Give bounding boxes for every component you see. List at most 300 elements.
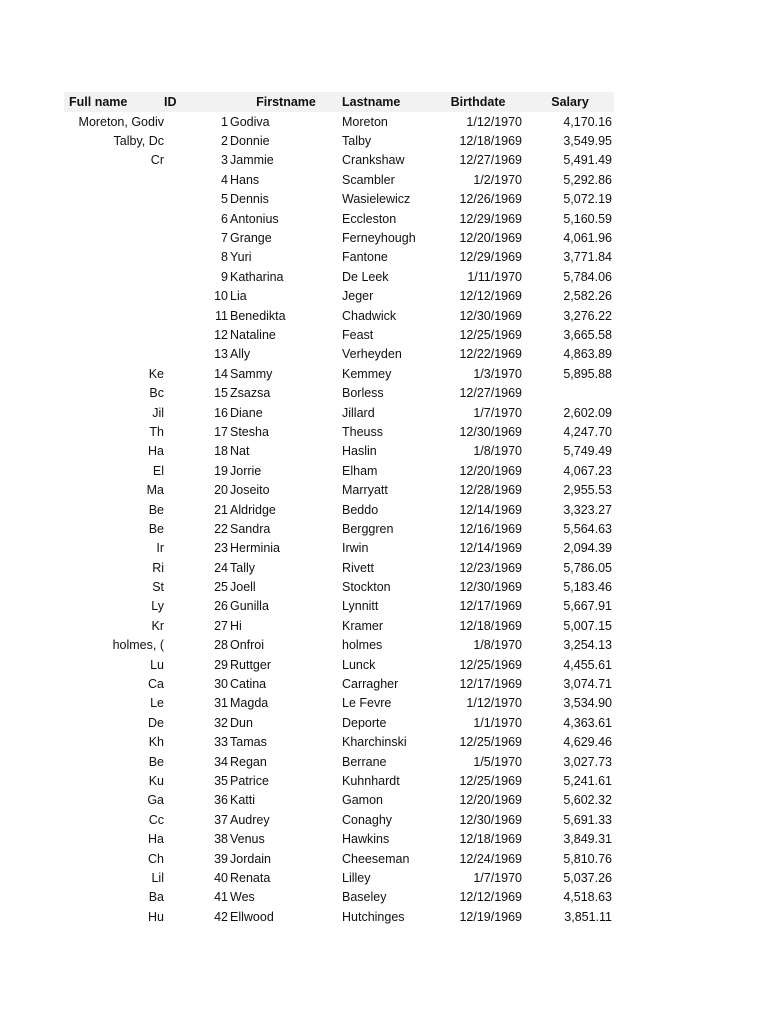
cell-birthdate[interactable]: 12/14/1969	[459, 541, 522, 556]
table-row	[64, 849, 614, 868]
cell-id[interactable]: 29	[214, 657, 228, 672]
header-id[interactable]: ID	[164, 95, 177, 109]
cell-firstname[interactable]: Tally	[230, 560, 256, 575]
cell-firstname[interactable]: Katharina	[230, 269, 284, 284]
cell-id[interactable]: 31	[214, 696, 228, 711]
cell-salary[interactable]: 3,665.58	[563, 327, 612, 342]
cell-firstname[interactable]: Ally	[230, 347, 251, 362]
cell-full-name[interactable]: Be	[148, 502, 164, 517]
cell-full-name[interactable]: Kr	[151, 618, 164, 633]
cell-birthdate[interactable]: 12/20/1969	[459, 793, 522, 808]
cell-salary[interactable]: 3,254.13	[563, 638, 612, 653]
cell-id[interactable]: 22	[214, 521, 228, 536]
cell-firstname[interactable]: Hans	[230, 172, 260, 187]
cell-salary[interactable]: 4,455.61	[563, 657, 612, 672]
header-firstname[interactable]: Firstname	[256, 95, 316, 109]
cell-lastname[interactable]: Theuss	[342, 424, 383, 439]
table-row	[64, 674, 614, 693]
cell-id[interactable]: 33	[214, 735, 228, 750]
table-row	[64, 539, 614, 558]
cell-id[interactable]: 32	[214, 715, 228, 730]
table-row	[64, 345, 614, 364]
cell-lastname[interactable]: Chadwick	[342, 308, 397, 323]
cell-birthdate[interactable]: 1/7/1970	[473, 405, 522, 420]
cell-full-name[interactable]	[64, 306, 164, 325]
cell-id[interactable]: 3	[221, 153, 228, 168]
table-row	[64, 287, 614, 306]
table-row	[64, 131, 614, 150]
header-full-name[interactable]: Full name	[69, 95, 128, 109]
cell-lastname[interactable]: Beddo	[342, 502, 379, 517]
cell-lastname[interactable]: Conaghy	[342, 812, 393, 827]
table-row	[64, 480, 614, 499]
cell-birthdate[interactable]: 1/3/1970	[473, 366, 522, 381]
cell-full-name[interactable]: Talby, Dc	[113, 134, 164, 149]
cell-birthdate[interactable]: 12/18/1969	[459, 832, 522, 847]
cell-id[interactable]: 40	[214, 870, 228, 885]
cell-firstname[interactable]: Dennis	[230, 192, 269, 207]
cell-firstname[interactable]: Antonius	[230, 211, 279, 226]
cell-lastname[interactable]: Hutchinges	[342, 909, 405, 924]
table-row	[64, 616, 614, 635]
table-row	[64, 810, 614, 829]
cell-salary[interactable]: 4,170.16	[563, 114, 612, 129]
table-row	[64, 500, 614, 519]
cell-firstname[interactable]: Stesha	[230, 424, 269, 439]
cell-id[interactable]: 36	[214, 793, 228, 808]
cell-lastname[interactable]: Kemmey	[342, 366, 392, 381]
header-birthdate[interactable]: Birthdate	[450, 95, 506, 109]
cell-salary[interactable]: 3,849.31	[563, 832, 612, 847]
cell-id[interactable]: 7	[221, 231, 228, 246]
table-row	[64, 190, 614, 209]
cell-full-name[interactable]: Lu	[150, 657, 164, 672]
cell-firstname[interactable]: Jordain	[230, 851, 271, 866]
cell-firstname[interactable]: Jorrie	[230, 463, 262, 478]
cell-salary[interactable]: 3,771.84	[563, 250, 612, 265]
cell-full-name[interactable]: Ma	[146, 483, 164, 498]
table-row	[64, 791, 614, 810]
cell-lastname[interactable]: Haslin	[342, 444, 377, 459]
cell-id[interactable]: 9	[221, 269, 228, 284]
cell-salary[interactable]: 5,564.63	[563, 521, 612, 536]
cell-firstname[interactable]: Venus	[230, 832, 265, 847]
cell-birthdate[interactable]: 12/20/1969	[459, 463, 522, 478]
cell-firstname[interactable]: Magda	[230, 696, 269, 711]
cell-id[interactable]: 34	[214, 754, 228, 769]
cell-salary[interactable]: 4,067.23	[563, 463, 612, 478]
table-row	[64, 868, 614, 887]
cell-salary[interactable]: 5,241.61	[563, 773, 612, 788]
cell-id[interactable]: 41	[214, 890, 228, 905]
cell-firstname[interactable]: Catina	[230, 677, 267, 692]
cell-full-name[interactable]: Ly	[151, 599, 164, 614]
cell-salary[interactable]: 4,518.63	[563, 890, 612, 905]
cell-birthdate[interactable]: 12/24/1969	[459, 851, 522, 866]
cell-id[interactable]: 37	[214, 812, 228, 827]
cell-salary[interactable]: 2,582.26	[563, 289, 612, 304]
cell-lastname[interactable]: Rivett	[342, 560, 374, 575]
cell-full-name[interactable]: Ku	[148, 773, 164, 788]
cell-salary[interactable]: 5,602.32	[563, 793, 612, 808]
cell-salary[interactable]: 4,629.46	[563, 735, 612, 750]
cell-birthdate[interactable]: 12/17/1969	[459, 599, 522, 614]
cell-full-name[interactable]: Th	[149, 424, 164, 439]
cell-salary[interactable]: 3,851.11	[564, 909, 612, 924]
table-row	[64, 577, 614, 596]
table-row	[64, 306, 614, 325]
spreadsheet	[64, 92, 614, 926]
cell-full-name[interactable]	[64, 228, 164, 247]
cell-firstname[interactable]: Joseito	[230, 483, 270, 498]
table-row	[64, 151, 614, 170]
cell-full-name[interactable]: De	[148, 715, 164, 730]
cell-birthdate[interactable]: 12/19/1969	[459, 909, 522, 924]
cell-firstname[interactable]: Ellwood	[230, 909, 274, 924]
cell-salary[interactable]: 5,895.88	[563, 366, 612, 381]
cell-lastname[interactable]: Gamon	[342, 793, 383, 808]
cell-salary[interactable]: 5,007.15	[563, 618, 612, 633]
cell-birthdate[interactable]: 1/1/1970	[473, 715, 522, 730]
cell-salary[interactable]: 2,602.09	[563, 405, 612, 420]
cell-salary[interactable]: 3,276.22	[563, 308, 612, 323]
cell-lastname[interactable]: Talby	[342, 134, 372, 149]
cell-lastname[interactable]: Elham	[342, 463, 378, 478]
cell-id[interactable]: 14	[214, 366, 228, 381]
cell-id[interactable]: 12	[214, 327, 228, 342]
cell-id[interactable]: 26	[214, 599, 228, 614]
cell-id[interactable]: 4	[221, 172, 228, 187]
cell-lastname[interactable]: holmes	[342, 638, 383, 653]
cell-firstname[interactable]: Zsazsa	[230, 386, 271, 401]
cell-id[interactable]: 8	[221, 250, 228, 265]
cell-salary[interactable]: 3,534.90	[563, 696, 612, 711]
cell-full-name[interactable]: Ir	[156, 541, 164, 556]
cell-birthdate[interactable]: 12/25/1969	[459, 327, 522, 342]
header-lastname[interactable]: Lastname	[342, 95, 401, 109]
cell-birthdate[interactable]: 12/18/1969	[459, 134, 522, 149]
table-row	[64, 519, 614, 538]
cell-firstname[interactable]: Aldridge	[230, 502, 276, 517]
table-row	[64, 636, 614, 655]
cell-id[interactable]: 39	[214, 851, 228, 866]
cell-id[interactable]: 23	[214, 541, 228, 556]
cell-firstname[interactable]: Nat	[230, 444, 250, 459]
cell-full-name[interactable]: Bc	[149, 386, 164, 401]
table-row	[64, 442, 614, 461]
cell-lastname[interactable]: Stockton	[342, 580, 391, 595]
cell-full-name[interactable]: Ke	[148, 366, 164, 381]
cell-id[interactable]: 1	[221, 114, 228, 129]
cell-lastname[interactable]: Berrane	[342, 754, 387, 769]
cell-firstname[interactable]: Audrey	[230, 812, 270, 827]
cell-full-name[interactable]: Be	[148, 521, 164, 536]
table-row	[64, 422, 614, 441]
cell-firstname[interactable]: Onfroi	[230, 638, 265, 653]
cell-firstname[interactable]: Grange	[230, 231, 272, 246]
table-row	[64, 907, 614, 926]
cell-firstname[interactable]: Gunilla	[230, 599, 269, 614]
cell-salary[interactable]: 5,667.91	[563, 599, 612, 614]
cell-full-name[interactable]: Jil	[152, 405, 164, 420]
cell-id[interactable]: 35	[214, 773, 228, 788]
cell-id[interactable]: 42	[214, 909, 228, 924]
cell-firstname[interactable]: Dun	[230, 715, 253, 730]
cell-birthdate[interactable]: 12/18/1969	[459, 618, 522, 633]
cell-salary[interactable]	[526, 383, 614, 402]
cell-full-name[interactable]: Ha	[148, 444, 164, 459]
cell-id[interactable]: 15	[214, 386, 228, 401]
cell-firstname[interactable]: Sammy	[230, 366, 273, 381]
cell-id[interactable]: 19	[214, 463, 228, 478]
cell-full-name[interactable]: Hu	[148, 909, 164, 924]
cell-lastname[interactable]: Kuhnhardt	[342, 773, 400, 788]
cell-full-name[interactable]: Lil	[151, 870, 164, 885]
table-row	[64, 752, 614, 771]
cell-lastname[interactable]: Feast	[342, 327, 374, 342]
cell-full-name[interactable]: Ga	[147, 793, 164, 808]
cell-id[interactable]: 25	[214, 580, 228, 595]
cell-full-name[interactable]: St	[152, 580, 164, 595]
cell-birthdate[interactable]: 1/7/1970	[473, 870, 522, 885]
cell-birthdate[interactable]: 12/30/1969	[459, 308, 522, 323]
cell-firstname[interactable]: Katti	[230, 793, 256, 808]
cell-salary[interactable]: 2,094.39	[563, 541, 612, 556]
cell-birthdate[interactable]: 12/25/1969	[459, 735, 522, 750]
cell-firstname[interactable]: Diane	[230, 405, 263, 420]
cell-firstname[interactable]: Jammie	[230, 153, 274, 168]
cell-lastname[interactable]: Cheeseman	[342, 851, 410, 866]
table-row	[64, 267, 614, 286]
cell-full-name[interactable]: holmes, (	[112, 638, 164, 653]
cell-firstname[interactable]: Tamas	[230, 735, 267, 750]
cell-full-name[interactable]: Ca	[148, 677, 164, 692]
cell-full-name[interactable]	[64, 209, 164, 228]
cell-lastname[interactable]: Berggren	[342, 521, 394, 536]
table-row	[64, 325, 614, 344]
cell-id[interactable]: 16	[214, 405, 228, 420]
cell-salary[interactable]: 4,061.96	[563, 231, 612, 246]
cell-lastname[interactable]: Lynnitt	[342, 599, 379, 614]
cell-lastname[interactable]: Borless	[342, 386, 384, 401]
cell-id[interactable]: 2	[221, 134, 228, 149]
cell-lastname[interactable]: Kramer	[342, 618, 383, 633]
cell-id[interactable]: 30	[214, 677, 228, 692]
cell-birthdate[interactable]: 12/26/1969	[459, 192, 522, 207]
cell-firstname[interactable]: Benedikta	[230, 308, 286, 323]
cell-lastname[interactable]: Ferneyhough	[342, 231, 416, 246]
cell-id[interactable]: 38	[214, 832, 228, 847]
cell-birthdate[interactable]: 12/30/1969	[459, 580, 522, 595]
cell-firstname[interactable]: Herminia	[230, 541, 281, 556]
cell-lastname[interactable]: Jeger	[342, 289, 374, 304]
cell-full-name[interactable]: Cc	[148, 812, 164, 827]
cell-birthdate[interactable]: 12/29/1969	[459, 211, 522, 226]
cell-birthdate[interactable]: 12/29/1969	[459, 250, 522, 265]
cell-salary[interactable]: 5,491.49	[563, 153, 612, 168]
cell-birthdate[interactable]: 12/17/1969	[459, 677, 522, 692]
table-row	[64, 694, 614, 713]
cell-salary[interactable]: 5,160.59	[563, 211, 612, 226]
table-row	[64, 713, 614, 732]
header-row	[64, 92, 614, 112]
cell-lastname[interactable]: Irwin	[342, 541, 369, 556]
cell-full-name[interactable]	[64, 325, 164, 344]
cell-firstname[interactable]: Regan	[230, 754, 267, 769]
cell-birthdate[interactable]: 12/12/1969	[459, 289, 522, 304]
cell-full-name[interactable]: Ba	[148, 890, 164, 905]
cell-lastname[interactable]: Lilley	[342, 870, 371, 885]
cell-id[interactable]: 21	[214, 502, 228, 517]
cell-id[interactable]: 24	[214, 560, 228, 575]
table-row	[64, 403, 614, 422]
table-row	[64, 112, 614, 131]
cell-salary[interactable]: 3,549.95	[563, 134, 612, 149]
cell-full-name[interactable]	[64, 248, 164, 267]
cell-firstname[interactable]: Lia	[230, 289, 247, 304]
cell-birthdate[interactable]: 1/11/1970	[467, 269, 522, 284]
cell-firstname[interactable]: Nataline	[230, 327, 276, 342]
cell-id[interactable]: 6	[221, 211, 228, 226]
cell-firstname[interactable]: Godiva	[230, 114, 270, 129]
table-row	[64, 558, 614, 577]
cell-salary[interactable]: 3,074.71	[563, 677, 612, 692]
cell-full-name[interactable]: Ch	[148, 851, 164, 866]
cell-birthdate[interactable]: 12/14/1969	[459, 502, 522, 517]
cell-id[interactable]: 17	[214, 424, 228, 439]
table-row	[64, 888, 614, 907]
cell-salary[interactable]: 5,691.33	[563, 812, 612, 827]
table-row	[64, 364, 614, 383]
cell-lastname[interactable]: Hawkins	[342, 832, 390, 847]
cell-salary[interactable]: 5,292.86	[563, 172, 612, 187]
cell-salary[interactable]: 5,784.06	[563, 269, 612, 284]
cell-salary[interactable]: 5,786.05	[563, 560, 612, 575]
cell-firstname[interactable]: Ruttger	[230, 657, 271, 672]
cell-birthdate[interactable]: 1/8/1970	[473, 444, 522, 459]
cell-full-name[interactable]	[64, 190, 164, 209]
cell-full-name[interactable]: Ha	[148, 832, 164, 847]
cell-salary[interactable]: 5,749.49	[563, 444, 612, 459]
table-row	[64, 829, 614, 848]
table-body	[64, 112, 614, 926]
cell-id[interactable]: 5	[221, 192, 228, 207]
cell-salary[interactable]: 5,037.26	[563, 870, 612, 885]
cell-lastname[interactable]: Eccleston	[342, 211, 397, 226]
cell-salary[interactable]: 3,323.27	[563, 502, 612, 517]
cell-lastname[interactable]: Le Fevre	[342, 696, 392, 711]
cell-birthdate[interactable]: 1/12/1970	[466, 696, 522, 711]
cell-lastname[interactable]: Lunck	[342, 657, 376, 672]
cell-salary[interactable]: 3,027.73	[563, 754, 612, 769]
cell-lastname[interactable]: Kharchinski	[342, 735, 407, 750]
cell-birthdate[interactable]: 12/25/1969	[459, 773, 522, 788]
cell-lastname[interactable]: Fantone	[342, 250, 388, 265]
cell-salary[interactable]: 5,183.46	[563, 580, 612, 595]
cell-firstname[interactable]: Sandra	[230, 521, 271, 536]
cell-birthdate[interactable]: 12/30/1969	[459, 812, 522, 827]
cell-full-name[interactable]: Kh	[148, 735, 164, 750]
cell-lastname[interactable]: Moreton	[342, 114, 388, 129]
cell-id[interactable]: 13	[214, 347, 228, 362]
cell-id[interactable]: 20	[214, 483, 228, 498]
cell-lastname[interactable]: Carragher	[342, 677, 399, 692]
cell-id[interactable]: 18	[214, 444, 228, 459]
cell-id[interactable]: 11	[215, 308, 228, 323]
cell-id[interactable]: 28	[214, 638, 228, 653]
cell-birthdate[interactable]: 12/25/1969	[459, 657, 522, 672]
cell-salary[interactable]: 5,072.19	[563, 192, 612, 207]
cell-salary[interactable]: 4,863.89	[563, 347, 612, 362]
cell-full-name[interactable]: El	[152, 463, 164, 478]
cell-lastname[interactable]: Marryatt	[342, 483, 388, 498]
cell-birthdate[interactable]: 1/12/1970	[466, 114, 522, 129]
cell-lastname[interactable]: Wasielewicz	[342, 192, 411, 207]
table-row	[64, 228, 614, 247]
cell-lastname[interactable]: Scambler	[342, 172, 395, 187]
cell-firstname[interactable]: Hi	[230, 618, 242, 633]
cell-full-name[interactable]: Le	[150, 696, 164, 711]
cell-id[interactable]: 27	[214, 618, 228, 633]
cell-birthdate[interactable]: 1/2/1970	[473, 172, 522, 187]
cell-lastname[interactable]: Baseley	[342, 890, 387, 905]
table-row	[64, 461, 614, 480]
cell-firstname[interactable]: Patrice	[230, 773, 269, 788]
table-row	[64, 733, 614, 752]
cell-firstname[interactable]: Wes	[230, 890, 255, 905]
cell-full-name[interactable]	[64, 267, 164, 286]
cell-birthdate[interactable]: 12/16/1969	[459, 521, 522, 536]
cell-birthdate[interactable]: 12/30/1969	[459, 424, 522, 439]
table-row	[64, 170, 614, 189]
cell-birthdate[interactable]: 12/27/1969	[459, 386, 522, 401]
cell-full-name[interactable]: Be	[148, 754, 164, 769]
cell-birthdate[interactable]: 12/27/1969	[459, 153, 522, 168]
cell-full-name[interactable]: Cr	[150, 153, 164, 168]
table-row	[64, 771, 614, 790]
cell-firstname[interactable]: Joell	[230, 580, 256, 595]
table-row	[64, 248, 614, 267]
cell-salary[interactable]: 2,955.53	[563, 483, 612, 498]
cell-full-name[interactable]	[64, 345, 164, 364]
cell-salary[interactable]: 5,810.76	[563, 851, 612, 866]
cell-birthdate[interactable]: 12/22/1969	[459, 347, 522, 362]
cell-lastname[interactable]: Crankshaw	[342, 153, 405, 168]
cell-birthdate[interactable]: 12/28/1969	[459, 483, 522, 498]
cell-firstname[interactable]: Donnie	[230, 134, 270, 149]
cell-lastname[interactable]: De Leek	[342, 269, 389, 284]
cell-full-name[interactable]: Moreton, Godiv	[78, 114, 164, 129]
cell-lastname[interactable]: Verheyden	[342, 347, 402, 362]
cell-birthdate[interactable]: 12/20/1969	[459, 231, 522, 246]
table-row	[64, 597, 614, 616]
cell-lastname[interactable]: Jillard	[342, 405, 375, 420]
cell-birthdate[interactable]: 12/23/1969	[459, 560, 522, 575]
cell-full-name[interactable]	[64, 170, 164, 189]
header-salary[interactable]: Salary	[551, 95, 589, 109]
cell-birthdate[interactable]: 1/8/1970	[473, 638, 522, 653]
cell-firstname[interactable]: Renata	[230, 870, 271, 885]
cell-birthdate[interactable]: 12/12/1969	[459, 890, 522, 905]
cell-full-name[interactable]	[64, 287, 164, 306]
cell-salary[interactable]: 4,363.61	[563, 715, 612, 730]
cell-id[interactable]: 10	[214, 289, 228, 304]
cell-lastname[interactable]: Deporte	[342, 715, 387, 730]
cell-salary[interactable]: 4,247.70	[563, 424, 612, 439]
cell-firstname[interactable]: Yuri	[230, 250, 252, 265]
cell-birthdate[interactable]: 1/5/1970	[473, 754, 522, 769]
cell-full-name[interactable]: Ri	[152, 560, 164, 575]
